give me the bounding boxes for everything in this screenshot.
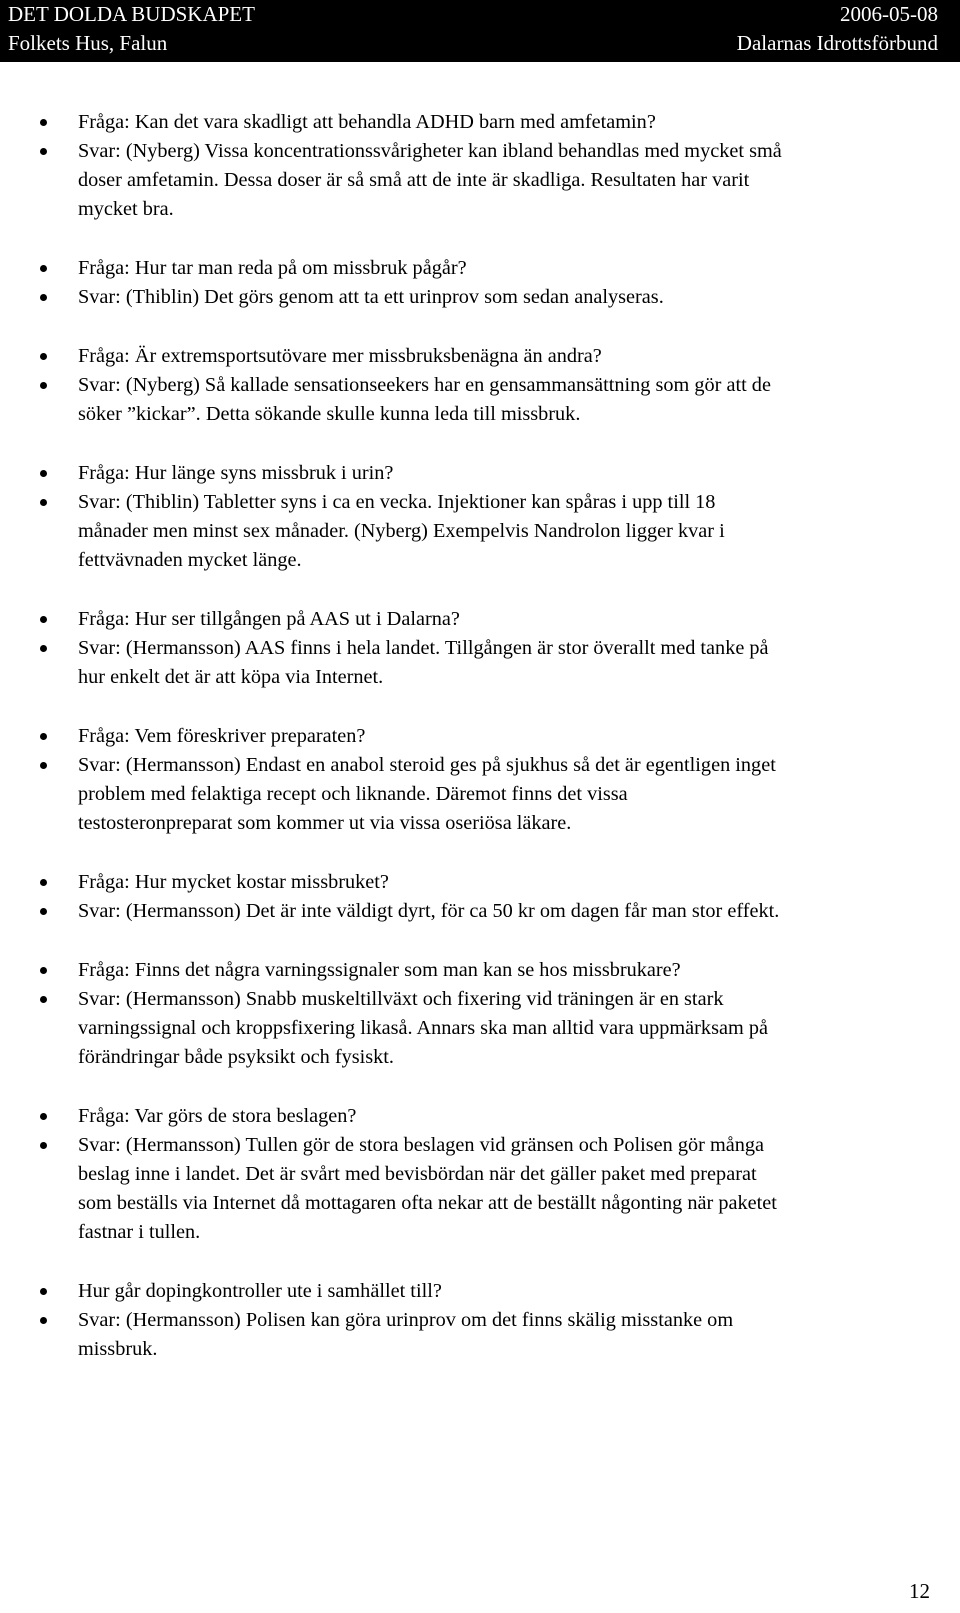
document-header: [0, 0, 960, 62]
answer-text: Svar: (Nyberg) Så kallade sensationseekers har en gensammansättning som gör att de söker ”kickar”. Detta sökande skulle kunna leda till missbruk.: [78, 374, 771, 425]
question-text: Fråga: Hur mycket kostar missbruket?: [78, 871, 389, 893]
answer-text: Svar: (Thiblin) Det görs genom att ta ett urinprov som sedan analyseras.: [78, 286, 664, 308]
bullet-icon: [40, 645, 47, 652]
answer-text: Svar: (Hermansson) Det är inte väldigt dyrt, för ca 50 kr om dagen får man stor effekt.: [78, 900, 780, 922]
document-body: [40, 108, 945, 1394]
question-text: Fråga: Är extremsportsutövare mer missbruksbenägna än andra?: [78, 345, 602, 367]
bullet-icon: [40, 353, 47, 360]
question-text: Fråga: Vem föreskriver preparaten?: [78, 725, 366, 747]
question-text: Fråga: Finns det några varningssignaler som man kan se hos missbrukare?: [78, 959, 681, 981]
header-row-bottom: [8, 30, 938, 56]
answer-item: [40, 751, 945, 838]
event-location: Folkets Hus, Falun: [8, 31, 168, 55]
question-item: [40, 605, 945, 634]
question-text: Fråga: Kan det vara skadligt att behandla ADHD barn med amfetamin?: [78, 111, 656, 133]
answer-item: [40, 985, 945, 1072]
qa-pair: [40, 722, 945, 838]
question-text: Fråga: Hur länge syns missbruk i urin?: [78, 462, 394, 484]
page-number: 12: [909, 1579, 930, 1603]
bullet-icon: [40, 119, 47, 126]
answer-text: Svar: (Nyberg) Vissa koncentrationssvårigheter kan ibland behandlas med mycket små doser amfetamin. Dessa doser är så små att de inte är skadliga. Resultaten har varit mycket bra.: [78, 140, 782, 220]
question-text: Fråga: Hur tar man reda på om missbruk pågår?: [78, 257, 467, 279]
answer-item: [40, 1131, 945, 1247]
bullet-icon: [40, 1288, 47, 1295]
qa-pair: [40, 956, 945, 1072]
qa-pair: [40, 868, 945, 926]
question-item: [40, 1277, 945, 1306]
bullet-icon: [40, 879, 47, 886]
question-text: Fråga: Var görs de stora beslagen?: [78, 1105, 357, 1127]
qa-pair: [40, 605, 945, 692]
qa-pair: [40, 1277, 945, 1364]
answer-item: [40, 897, 945, 926]
question-item: [40, 459, 945, 488]
question-item: [40, 342, 945, 371]
bullet-icon: [40, 382, 47, 389]
qa-pair: [40, 254, 945, 312]
organization-name: Dalarnas Idrottsförbund: [736, 31, 938, 55]
answer-item: [40, 488, 945, 575]
answer-item: [40, 137, 945, 224]
bullet-icon: [40, 996, 47, 1003]
question-item: [40, 108, 945, 137]
answer-text: Svar: (Hermansson) Tullen gör de stora beslagen vid gränsen och Polisen gör många beslag inne i landet. Det är svårt med bevisbördan när det gäller paket med preparat som beställs via Internet då mottagaren ofta nekar att de beställt någonting när paketet fastnar i tullen.: [78, 1134, 777, 1243]
answer-item: [40, 371, 945, 429]
bullet-icon: [40, 616, 47, 623]
question-item: [40, 722, 945, 751]
qa-pair: [40, 459, 945, 575]
question-item: [40, 868, 945, 897]
qa-pair: [40, 1102, 945, 1247]
header-row-top: [8, 1, 938, 27]
question-text: Hur går dopingkontroller ute i samhället till?: [78, 1280, 442, 1302]
bullet-icon: [40, 733, 47, 740]
question-item: [40, 956, 945, 985]
bullet-icon: [40, 265, 47, 272]
qa-pair: [40, 108, 945, 224]
bullet-icon: [40, 908, 47, 915]
answer-text: Svar: (Hermansson) Endast en anabol steroid ges på sjukhus så det är egentligen inget problem med felaktiga recept och liknande. Däremot finns det vissa testosteronpreparat som kommer ut via vissa oseriösa läkare.: [78, 754, 776, 834]
bullet-icon: [40, 1142, 47, 1149]
question-item: [40, 1102, 945, 1131]
document-title: DET DOLDA BUDSKAPET: [8, 2, 255, 26]
answer-text: Svar: (Hermansson) Polisen kan göra urinprov om det finns skälig misstanke om missbruk.: [78, 1309, 734, 1360]
bullet-icon: [40, 967, 47, 974]
answer-item: [40, 1306, 945, 1364]
question-text: Fråga: Hur ser tillgången på AAS ut i Dalarna?: [78, 608, 460, 630]
question-item: [40, 254, 945, 283]
answer-text: Svar: (Hermansson) Snabb muskeltillväxt och fixering vid träningen är en stark varningssignal och kroppsfixering likaså. Annars ska man alltid vara uppmärksam på förändringar både psyksikt och fysiskt.: [78, 988, 768, 1068]
document-date: 2006-05-08: [840, 2, 938, 26]
answer-text: Svar: (Thiblin) Tabletter syns i ca en vecka. Injektioner kan spåras i upp till 18 månader men minst sex månader. (Nyberg) Exempelvis Nandrolon ligger kvar i fettvävnaden mycket länge.: [78, 491, 725, 571]
bullet-icon: [40, 762, 47, 769]
bullet-icon: [40, 294, 47, 301]
bullet-icon: [40, 148, 47, 155]
answer-text: Svar: (Hermansson) AAS finns i hela landet. Tillgången är stor överallt med tanke på hur enkelt det är att köpa via Internet.: [78, 637, 769, 688]
bullet-icon: [40, 1113, 47, 1120]
bullet-icon: [40, 499, 47, 506]
bullet-icon: [40, 470, 47, 477]
answer-item: [40, 634, 945, 692]
qa-pair: [40, 342, 945, 429]
bullet-icon: [40, 1317, 47, 1324]
answer-item: [40, 283, 945, 312]
